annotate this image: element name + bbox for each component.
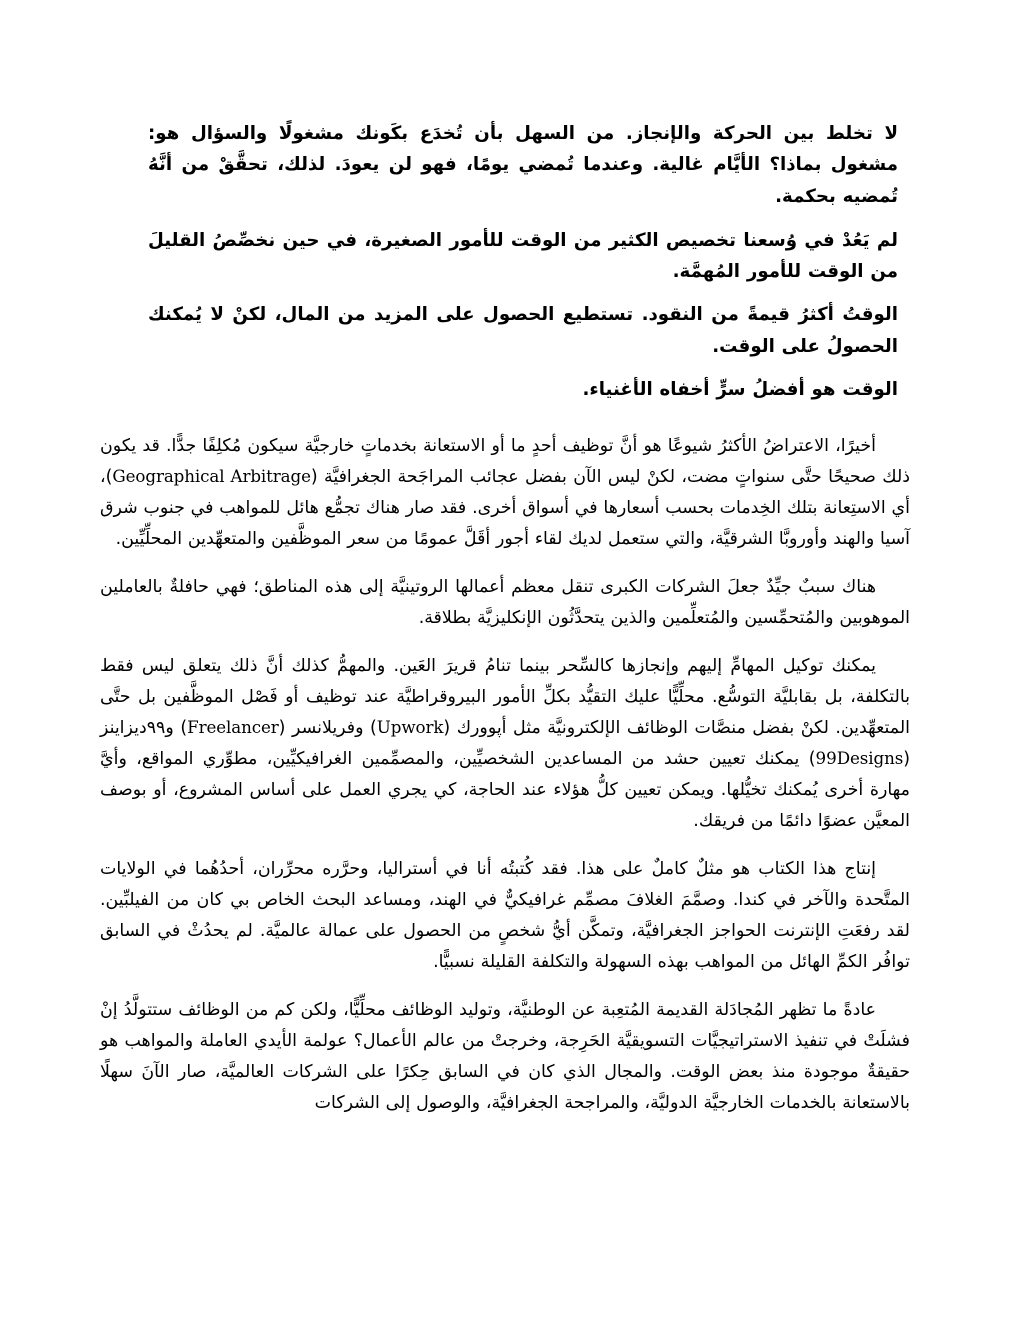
paragraph-objection-outsourcing: أخيرًا، الاعتراضُ الأكثرُ شيوعًا هو أنَّ توظيف أحدٍ ما أو الاستعانة بخدماتٍ خارجيَّة سيكون مُكلِفًا جدًّا. قد يكون ذلك صحيحًا حتَّى سنواتٍ مضت، لكنْ ليس الآن بفضل عجائب المراجَحة الجغرافيَّة (Geographical Arbitrage)، أي الاستِعانة بتلك الخِدمات بحسب أسعارها في أسواق أخرى. فقد صار هناك تجمُّع هائل للمواهب في جنوب شرق آسيا والهند وأوروبَّا الشرقيَّة، والتي ستعمل لديك لقاء أجور أقَلَّ عمومًا من سعر الموظَّفين والمتعهِّدين المحلِّيِّين. [100,436,910,550]
pull-quote-group [100,118,910,405]
paragraph-patriotism-debate: عادةً ما تظهر المُجادَلة القديمة المُتعِبة عن الوطنيَّة، وتوليد الوظائف محلِّيًّا، ولكن كم من الوظائف ستتولَّدُ إنْ فشلَتْ في تنفيذ الاستراتيجيَّات التسويقيَّة الحَرِجة، وخرجتْ من عالم الأعمال؟ عولمة الأيدي العاملة والمواهب هو حقيقةٌ موجودة منذ بعض الوقت. والمجال الذي كان في السابق حِكرًا على الشركات العالميَّة، صار الآنَ سهلًا بالاستعانة بالخدمات الخارجيَّة الدوليَّة، والمراجحة الجغرافيَّة، والوصول إلى الشركات [100,999,910,1113]
pull-quote-time-vs-money: الوقتُ أكثرُ قيمةً من النقود. تستطيع الحصول على المزيد من المال، لكنْ لا يُمكنك الحصولُ على الوقت. [148,304,898,357]
pull-quote-small-things: لم يَعُدْ في وُسعنا تخصيص الكثير من الوقت للأمور الصغيرة، في حين نخصِّصُ القليلَ من الوقت للأمور المُهمَّة. [148,229,898,283]
latin-term: 99Designs [815,748,904,769]
paragraph-big-companies: هناك سببٌ جيِّدٌ جعلَ الشركات الكبرى تنقل معظم أعمالها الروتينيَّة إلى هذه المناطق؛ فهي حافلةٌ بالعاملين الموهوبين والمُتحمِّسين والمُتعلِّمين والذين يتحدَّثُون الإنكليزيَّة بطلاقة. [100,577,910,629]
latin-term: Freelancer [187,717,279,738]
latin-term: Geographical Arbitrage [112,466,311,487]
pull-quote-best-secret: الوقت هو أفضلُ سرٍّ أخفاه الأغنياء. [582,379,898,401]
body-text-group [100,431,910,1118]
latin-term: Upwork [376,717,444,738]
paragraph-book-production: إنتاج هذا الكتاب هو مثلٌ كاملٌ على هذا. فقد كُتبتُه أنا في أستراليا، وحرَّره محرِّران، أحدُهُما في الولايات المتَّحدة والآخر في كندا. وصمَّمَ الغلافَ مصمِّم غرافيكيٌّ في الهند، ومساعد البحث الخاص بي كان من الفيلبِّين. لقد رفعَتِ الإنترنت الحواجز الجغرافيَّة، وتمكَّن أيُّ شخصٍ من الحصول على عمالة عالميَّة. لم يحدُثْ في السابق توافُر الكمِّ الهائل من المواهب بهذه السهولة والتكلفة القليلة نسبيًّا. [100,859,910,972]
paragraph-delegation-platforms: يمكنك توكيل المهامِّ إليهم وإنجازها كالسِّحر بينما تنامُ قريرَ العَين. والمهمُّ كذلك أنَّ ذلك يتعلق ليس فقط بالتكلفة، بل بقابليَّة التوسُّع. محلِّيًّا عليك التقيُّد بكلِّ الأمور البيروقراطيَّة عند توظيف أو فَصْل الموظَّفين بل حتَّى المتعهِّدين. لكنْ بفضل منصَّات الوظائف الإلكترونيَّة مثل أپوورك (Upwork) وفريلانسر (Freelancer) و٩٩ديزاينز (99Designs) يمكنك تعيين حشد من المساعدين الشخصيِّين، والمصمِّمين الغرافيكيِّين، مطوِّري المواقع، وأيَّ مهارة أخرى يُمكنك تخيُّلها. ويمكن تعيين كلُّ هؤلاء عند الحاجة، كي يجري العمل على أساس المشروع، أو بوصف المعيَّن عضوًا دائمًا من فريقك. [100,656,910,832]
pull-quote-busy: لا تخلط بين الحركة والإنجاز. من السهل بأن تُخدَع بكَونك مشغولًا والسؤال هو: مشغول بماذا؟ الأيَّام غالية. وعندما تُمضي يومًا، فهو لن يعودَ. لذلك، تحقَّقْ من أنَّهُ تُمضيه بحكمة. [148,123,898,207]
page-content [100,118,910,1119]
